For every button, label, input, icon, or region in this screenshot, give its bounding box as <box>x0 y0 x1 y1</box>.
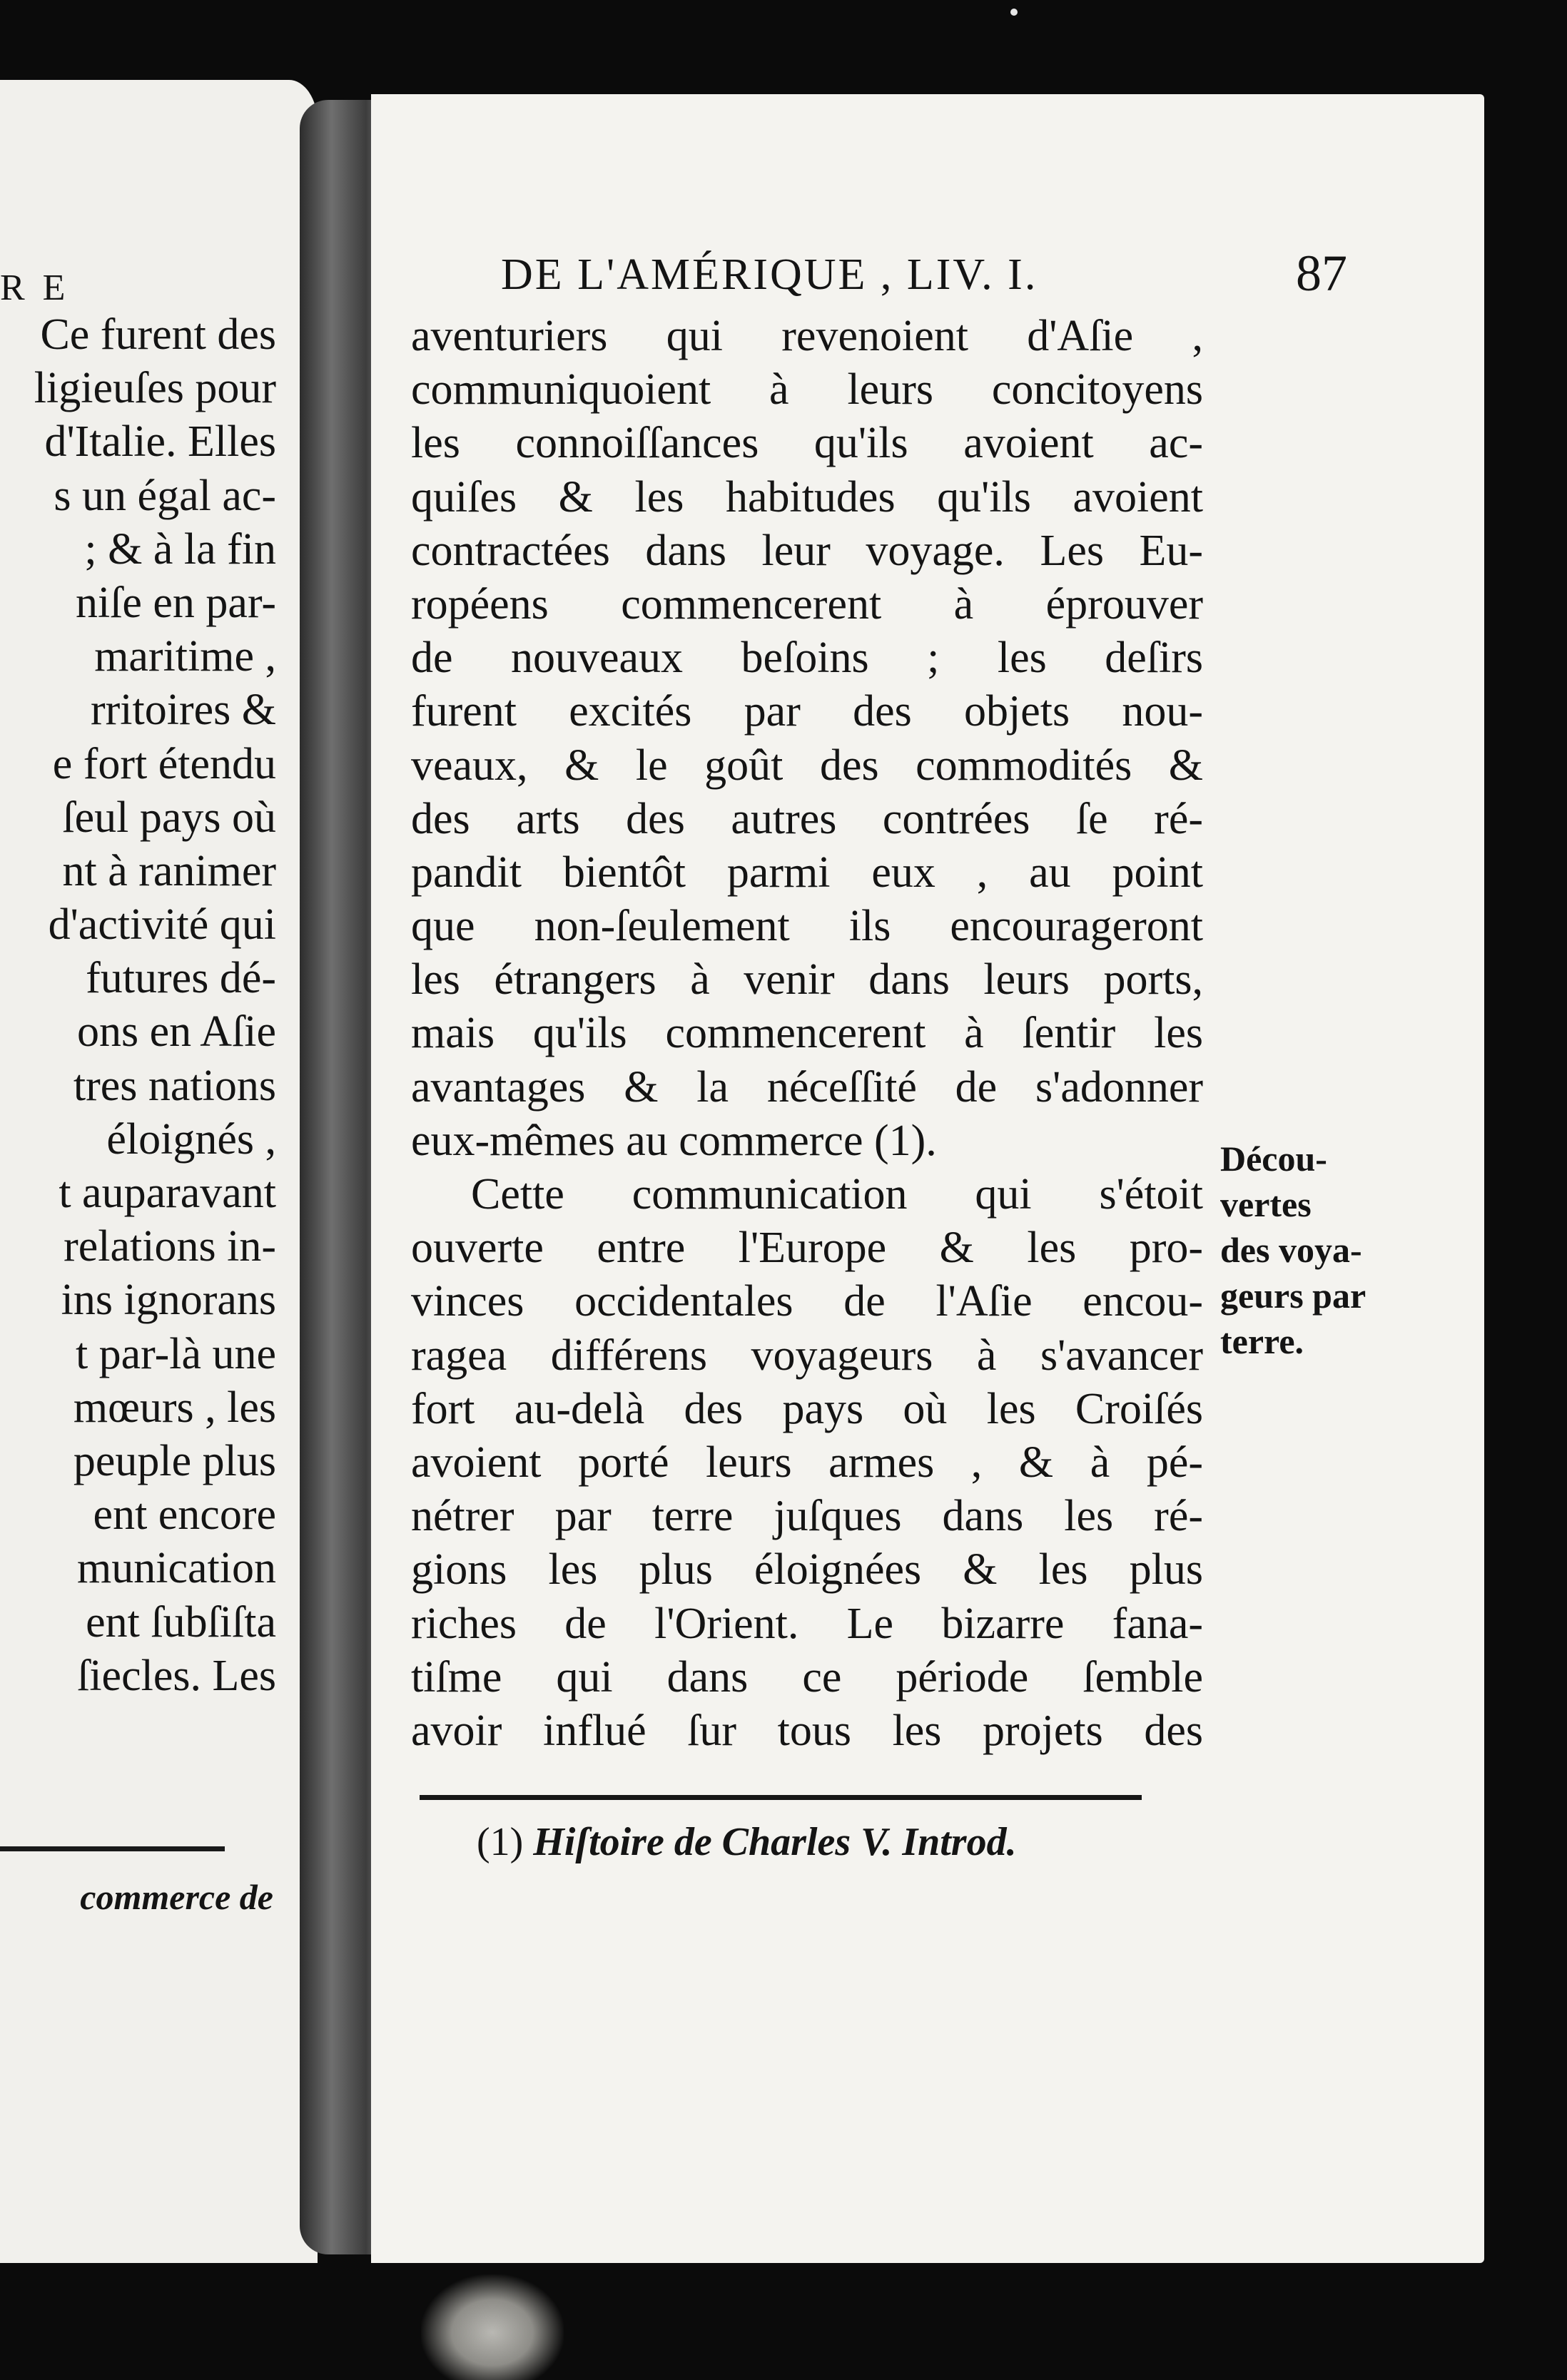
marginal-note-line: terre. <box>1220 1321 1304 1361</box>
text-line: fort au-delà des pays où les Croiſés <box>411 1384 1203 1433</box>
text-line: de nouveaux beſoins ; les deſirs <box>411 634 1203 683</box>
text-line: communiquoient à leurs concitoyens <box>411 365 1203 415</box>
text-line: ouverte entre l'Europe & les pro- <box>411 1224 1203 1273</box>
marginal-note <box>1220 1136 1366 1364</box>
left-text-line: munication <box>77 1544 276 1593</box>
text-line: gions les plus éloignées & les plus <box>411 1545 1203 1595</box>
text-line: vinces occidentales de l'Aſie encou- <box>411 1277 1203 1326</box>
left-footnote-rule <box>0 1846 225 1851</box>
marginal-note-line: geurs par <box>1220 1276 1366 1316</box>
left-text-line: ent encore <box>93 1490 276 1540</box>
left-footnote: commerce de <box>80 1877 273 1917</box>
text-line: furent excités par des objets nou- <box>411 687 1203 736</box>
left-text-line: mœurs , les <box>73 1383 276 1432</box>
page-number: 87 <box>1296 245 1347 302</box>
left-text-line: nt à ranimer <box>62 846 276 895</box>
left-text-line: t par-là une <box>75 1329 276 1378</box>
scan-smudge <box>421 2274 564 2380</box>
speck <box>1010 9 1018 16</box>
text-line: Cette communication qui s'étoit <box>471 1170 1203 1219</box>
left-page-text <box>0 308 276 1703</box>
left-text-line: éloignés , <box>106 1114 276 1164</box>
text-line: ropéens commencerent à éprouver <box>411 579 1203 629</box>
left-text-line: d'Italie. Elles <box>44 417 276 467</box>
text-line: les connoiſſances qu'ils avoient ac- <box>411 419 1203 468</box>
text-line: pandit bientôt parmi eux , au point <box>411 848 1203 897</box>
text-line: riches de l'Orient. Le bizarre fana- <box>411 1599 1203 1648</box>
footnote-text: Hiſtoire de Charles V. Introd. <box>533 1820 1017 1864</box>
page-header <box>501 245 1347 307</box>
running-title: DE L'AMÉRIQUE , LIV. I. <box>501 250 1038 299</box>
marginal-note-line: Décou- <box>1220 1139 1327 1179</box>
text-line: avoir influé ſur tous les projets des <box>411 1706 1203 1755</box>
text-line: mais qu'ils commencerent à ſentir les <box>411 1009 1203 1058</box>
left-text-line: ; & à la fin <box>84 524 276 574</box>
left-text-line: d'activité qui <box>48 900 276 950</box>
left-text-line: tres nations <box>73 1061 276 1110</box>
right-page <box>371 94 1484 2263</box>
left-page-header: R E <box>0 268 70 308</box>
left-text-line: peuple plus <box>73 1436 276 1485</box>
left-text-line: rritoires & <box>91 686 276 735</box>
left-text-line: niſe en par- <box>75 578 276 627</box>
left-text-line: ins ignorans <box>61 1276 276 1325</box>
left-text-line: s un égal ac- <box>54 471 276 520</box>
text-line: veaux, & le goût des commodités & <box>411 741 1203 790</box>
marginal-note-line: des voya- <box>1220 1230 1362 1270</box>
left-text-line: e fort étendu <box>52 739 276 788</box>
text-line: des arts des autres contrées ſe ré- <box>411 794 1203 843</box>
left-text-line: ſiecles. Les <box>77 1651 276 1700</box>
text-line: quiſes & les habitudes qu'ils avoient <box>411 472 1203 522</box>
left-text-line: maritime , <box>94 632 276 681</box>
left-text-line: futures dé- <box>86 954 276 1003</box>
footnote-rule <box>420 1795 1142 1800</box>
left-text-line: Ce furent des <box>40 310 276 359</box>
text-line: que non-ſeulement ils encourageront <box>411 902 1203 951</box>
left-text-line: ſeul pays où <box>62 793 276 842</box>
text-line: avoient porté leurs armes , & à pé- <box>411 1438 1203 1487</box>
left-text-line: ligieuſes pour <box>34 364 276 413</box>
marginal-note-line: vertes <box>1220 1184 1312 1224</box>
text-line: les étrangers à venir dans leurs ports, <box>411 955 1203 1005</box>
left-page <box>0 80 318 2263</box>
text-line: tiſme qui dans ce période ſemble <box>411 1652 1203 1702</box>
left-text-line: ons en Aſie <box>77 1007 276 1057</box>
footnote <box>477 1819 1017 1865</box>
body-text <box>411 310 1203 1758</box>
text-line: eux-mêmes au commerce (1). <box>411 1116 937 1165</box>
left-text-line: relations in- <box>64 1222 276 1271</box>
text-line: ragea différens voyageurs à s'avancer <box>411 1331 1203 1380</box>
footnote-marker: (1) <box>477 1820 524 1864</box>
text-line: aventuriers qui revenoient d'Aſie , <box>411 312 1203 360</box>
text-line: contractées dans leur voyage. Les Eu- <box>411 526 1203 575</box>
left-text-line: t auparavant <box>59 1169 276 1217</box>
left-text-line: ent ſubſiſta <box>86 1597 276 1647</box>
text-line: nétrer par terre juſques dans les ré- <box>411 1492 1203 1541</box>
text-line: avantages & la néceſſité de s'adonner <box>411 1062 1203 1112</box>
